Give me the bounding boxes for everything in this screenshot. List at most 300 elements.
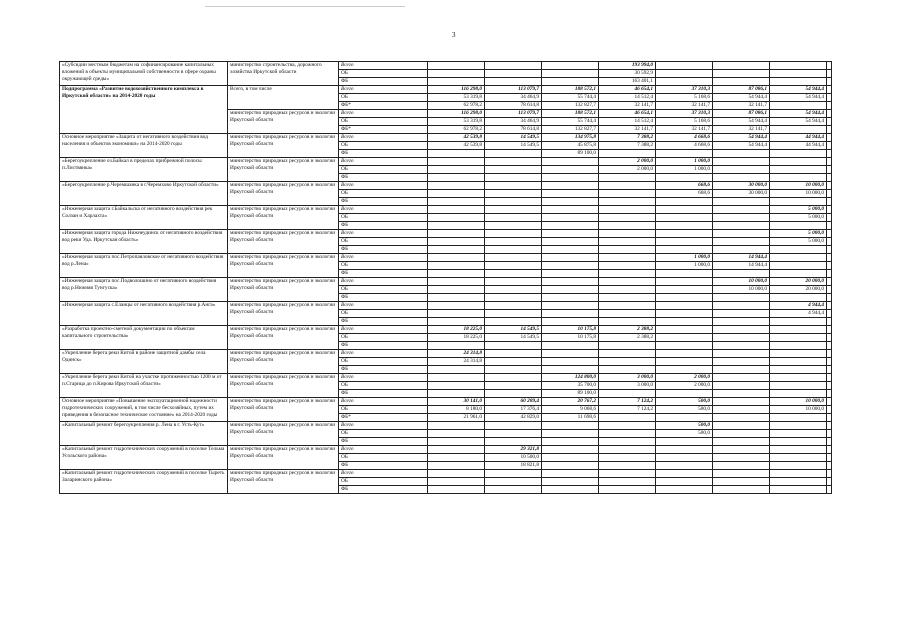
amount-cell [656,214,713,222]
amount-cell: 17 376,4 [485,406,542,414]
amount-cell [827,422,832,430]
executor-cell: министерство природных ресурсов и экологии Иркутской области [228,326,339,350]
amount-cell [542,158,599,166]
funding-source-cell: ФБ [339,198,428,206]
amount-cell: 134 975,8 [542,134,599,142]
funding-source-cell: ОБ [339,358,428,366]
amount-cell [656,342,713,350]
amount-cell: 30 000,0 [713,182,770,190]
amount-cell [485,318,542,326]
funding-source-cell: Всего [339,350,428,358]
amount-cell: 54 944,4 [713,94,770,102]
amount-cell [599,422,656,430]
amount-cell [713,310,770,318]
amount-cell [428,478,485,486]
amount-cell: 1 000,0 [656,262,713,270]
amount-cell: 53 319,8 [428,94,485,102]
amount-cell [428,262,485,270]
amount-cell [827,438,832,446]
amount-cell: 14 549,5 [485,326,542,334]
activity-name: «Капитальный ремонт гидротехнических сооружений в поселке Тельма Усольского района» [60,446,228,470]
amount-cell [599,438,656,446]
amount-cell [827,62,832,70]
amount-cell [827,94,832,102]
amount-cell [428,246,485,254]
amount-cell [599,486,656,494]
amount-cell [485,382,542,390]
amount-cell [542,446,599,454]
amount-cell [542,270,599,278]
amount-cell [485,470,542,478]
amount-cell: 116 298,0 [428,110,485,118]
amount-cell [827,470,832,478]
amount-cell [428,182,485,190]
amount-cell: 2 000,0 [599,166,656,174]
amount-cell [542,462,599,470]
amount-cell [827,254,832,262]
amount-cell: 46 654,1 [599,86,656,94]
table-row [60,302,832,310]
funding-source-cell: Всего [339,326,428,334]
funding-source-cell: ФБ [339,78,428,86]
amount-cell [428,158,485,166]
amount-cell: 54 944,4 [770,94,827,102]
funding-source-cell: ОБ [339,286,428,294]
executor-cell: министерство природных ресурсов и экологии Иркутской области [228,254,339,278]
amount-cell [770,358,827,366]
table-row [60,62,832,70]
amount-cell [827,414,832,422]
activity-name: «Инженерная защита города Нижнеудинск от негативного воздействия вод реки Уда. Иркутская область» [60,230,228,254]
amount-cell [599,414,656,422]
amount-cell [656,294,713,302]
amount-cell [542,198,599,206]
amount-cell: 34 464,9 [485,94,542,102]
amount-cell [713,166,770,174]
funding-source-cell: Всего [339,278,428,286]
executor-cell: Всего, в том числе [228,86,339,110]
amount-cell [713,430,770,438]
amount-cell [713,70,770,78]
amount-cell [485,422,542,430]
table-row [60,470,832,478]
amount-cell [485,302,542,310]
amount-cell [485,262,542,270]
amount-cell [827,206,832,214]
amount-cell: 54 944,4 [770,118,827,126]
amount-cell [542,222,599,230]
amount-cell [827,70,832,78]
amount-cell [485,310,542,318]
funding-source-cell: ФБ [339,390,428,398]
amount-cell [428,302,485,310]
amount-cell: 14 512,4 [599,118,656,126]
amount-cell [485,182,542,190]
funding-source-cell: ОБ [339,238,428,246]
table-row [60,446,832,454]
amount-cell: 54 944,4 [713,118,770,126]
amount-cell [428,166,485,174]
amount-cell [656,70,713,78]
amount-cell: 30 141,0 [428,398,485,406]
amount-cell [542,342,599,350]
amount-cell [827,294,832,302]
executor-cell: министерство природных ресурсов и экологии Иркутской области [228,110,339,134]
amount-cell [656,310,713,318]
amount-cell: 34 464,9 [485,118,542,126]
amount-cell: 5 000,0 [770,206,827,214]
amount-cell [770,254,827,262]
funding-source-cell: Всего [339,422,428,430]
amount-cell: 10 000,0 [770,182,827,190]
amount-cell [713,238,770,246]
amount-cell [485,222,542,230]
amount-cell: 14 944,4 [713,262,770,270]
executor-cell: министерство строительства, дорожного хозяйства Иркутской области [228,62,339,86]
amount-cell [485,158,542,166]
amount-cell: 11 698,6 [542,414,599,422]
funding-source-cell: ФБ* [339,414,428,422]
amount-cell [542,438,599,446]
amount-cell: 10 175,8 [542,334,599,342]
amount-cell [428,214,485,222]
executor-cell: министерство природных ресурсов и экологии Иркутской области [228,230,339,254]
amount-cell [542,182,599,190]
amount-cell [656,358,713,366]
amount-cell [485,358,542,366]
amount-cell [485,78,542,86]
amount-cell [827,118,832,126]
amount-cell [770,150,827,158]
amount-cell [542,350,599,358]
amount-cell: 89 100,0 [542,150,599,158]
funding-source-cell: ОБ [339,166,428,174]
amount-cell [485,198,542,206]
amount-cell [542,78,599,86]
amount-cell: 124 800,0 [542,374,599,382]
amount-cell [770,166,827,174]
table-row [60,326,832,334]
amount-cell: 54 944,4 [770,86,827,94]
amount-cell [827,198,832,206]
amount-cell [542,246,599,254]
amount-cell: 32 141,7 [599,126,656,134]
amount-cell: 5 000,0 [770,214,827,222]
amount-cell [770,334,827,342]
amount-cell [827,142,832,150]
amount-cell [485,150,542,158]
amount-cell: 5 168,6 [656,94,713,102]
funding-source-cell: Всего [339,182,428,190]
amount-cell [827,102,832,110]
amount-cell [827,302,832,310]
amount-cell: 55 744,4 [542,94,599,102]
amount-cell [713,294,770,302]
activity-name: Основное мероприятие «Повышение эксплуатационной надежности гидротехнических сооружений, в том числе бесхозяйных, путем их приведения в безопасное техническое состояние» на 2014-2020 годы [60,398,228,422]
amount-cell: 60 209,4 [485,398,542,406]
amount-cell [770,422,827,430]
amount-cell: 87 086,1 [713,110,770,118]
amount-cell: 9 068,6 [542,406,599,414]
amount-cell [542,214,599,222]
amount-cell [770,438,827,446]
amount-cell [485,174,542,182]
executor-cell: министерство природных ресурсов и экологии Иркутской области [228,374,339,398]
table-row [60,422,832,430]
amount-cell: 1 000,0 [656,254,713,262]
amount-cell [827,334,832,342]
amount-cell [827,78,832,86]
amount-cell [599,430,656,438]
amount-cell: 10 175,8 [542,326,599,334]
funding-source-cell: ОБ [339,94,428,102]
amount-cell [485,486,542,494]
amount-cell [542,454,599,462]
amount-cell [485,430,542,438]
amount-cell [713,158,770,166]
activity-name: «Капитальный ремонт берегоукрепления р. Лена в г. Усть-Кут» [60,422,228,446]
amount-cell: 2 388,2 [599,334,656,342]
amount-cell [428,454,485,462]
executor-cell: министерство природных ресурсов и экологии Иркутской области [228,206,339,230]
amount-cell [428,310,485,318]
amount-cell [713,318,770,326]
table-row [60,398,832,406]
amount-cell [827,182,832,190]
activity-name: «Инженерная защита с.Еланцы от негативного воздействия р.Анга» [60,302,228,326]
funding-source-cell: ФБ [339,438,428,446]
amount-cell [485,438,542,446]
amount-cell [599,462,656,470]
amount-cell [656,286,713,294]
amount-cell [827,406,832,414]
amount-cell: 500,0 [656,398,713,406]
funding-source-cell: ОБ [339,382,428,390]
activity-name: «Капитальный ремонт гидротехнических сооружений в поселке Тыреть Заларинского района» [60,470,228,494]
amount-cell [428,462,485,470]
amount-cell [599,214,656,222]
amount-cell [656,302,713,310]
amount-cell: 37 310,3 [656,110,713,118]
amount-cell [599,390,656,398]
amount-cell [542,430,599,438]
amount-cell [599,254,656,262]
funding-source-cell: Всего [339,206,428,214]
amount-cell: 10 000,0 [770,190,827,198]
amount-cell [827,150,832,158]
amount-cell: 132 827,7 [542,126,599,134]
amount-cell [656,470,713,478]
amount-cell: 4 668,6 [656,134,713,142]
amount-cell: 32 141,7 [656,102,713,110]
funding-source-cell: Всего [339,62,428,70]
amount-cell: 14 549,5 [485,334,542,342]
amount-cell [770,462,827,470]
amount-cell [599,222,656,230]
executor-cell: министерство природных ресурсов и экологии Иркутской области [228,350,339,374]
amount-cell [428,238,485,246]
amount-cell [713,358,770,366]
amount-cell: 14 549,5 [485,142,542,150]
amount-cell [656,174,713,182]
funding-source-cell: Всего [339,134,428,142]
table-row [60,134,832,142]
amount-cell [428,270,485,278]
amount-cell [770,262,827,270]
funding-source-cell: Всего [339,254,428,262]
amount-cell [542,302,599,310]
amount-cell [599,310,656,318]
amount-cell [770,486,827,494]
amount-cell [599,150,656,158]
amount-cell [827,478,832,486]
budget-table [59,61,832,494]
amount-cell [656,198,713,206]
amount-cell: 2 000,0 [656,382,713,390]
amount-cell [827,358,832,366]
amount-cell [428,438,485,446]
amount-cell: 7 388,2 [599,142,656,150]
amount-cell: 132 827,7 [542,102,599,110]
amount-cell [485,342,542,350]
page-number: 3 [452,31,456,39]
amount-cell [770,454,827,462]
amount-cell [827,462,832,470]
funding-source-cell: ФБ [339,318,428,326]
amount-cell [485,230,542,238]
amount-cell [542,478,599,486]
amount-cell: 3 000,0 [599,382,656,390]
header-rule [205,6,405,7]
amount-cell [713,470,770,478]
amount-cell: 113 079,7 [485,110,542,118]
amount-cell: 32 141,7 [713,126,770,134]
activity-name: «Инженерная защита пос.Петропавловское от негативного воздействия вод р.Лена» [60,254,228,278]
amount-cell [827,398,832,406]
amount-cell: 4 944,4 [770,302,827,310]
funding-source-cell: ФБ [339,294,428,302]
amount-cell [713,478,770,486]
amount-cell [485,366,542,374]
amount-cell [770,294,827,302]
amount-cell [713,326,770,334]
activity-name: Подпрограмма «Развитие водохозяйственного комплекса в Иркутской области» на 2014-2020 годы [60,86,228,134]
amount-cell: 4 668,6 [656,142,713,150]
amount-cell [827,454,832,462]
amount-cell [713,462,770,470]
amount-cell [428,190,485,198]
amount-cell [827,166,832,174]
table-row [60,158,832,166]
amount-cell [827,230,832,238]
amount-cell [713,230,770,238]
amount-cell [542,230,599,238]
funding-source-cell: ОБ [339,214,428,222]
amount-cell [770,246,827,254]
amount-cell [770,270,827,278]
amount-cell: 5 000,0 [770,238,827,246]
amount-cell [770,366,827,374]
amount-cell [656,350,713,358]
amount-cell [770,126,827,134]
amount-cell: 10 500,0 [485,454,542,462]
amount-cell: 500,0 [656,430,713,438]
amount-cell: 29 321,8 [485,446,542,454]
amount-cell [770,222,827,230]
funding-source-cell: Всего [339,374,428,382]
amount-cell: 668,6 [656,190,713,198]
amount-cell [428,446,485,454]
amount-cell [713,174,770,182]
funding-source-cell: Всего [339,446,428,454]
amount-cell [713,422,770,430]
amount-cell: 188 572,1 [542,86,599,94]
funding-source-cell: ФБ [339,150,428,158]
activity-name: «Инженерная защита пос.Подволошино от негативного воздействия вод р.Нижняя Тунгуска» [60,278,228,302]
amount-cell [599,342,656,350]
amount-cell [656,318,713,326]
amount-cell [428,486,485,494]
funding-source-cell: ФБ [339,462,428,470]
amount-cell [827,238,832,246]
funding-source-cell: ФБ [339,222,428,230]
amount-cell [542,166,599,174]
amount-cell [713,438,770,446]
table-row [60,86,832,94]
funding-source-cell: ФБ [339,270,428,278]
amount-cell [827,446,832,454]
table-row [60,254,832,262]
amount-cell: 14 944,4 [713,254,770,262]
amount-cell [827,326,832,334]
amount-cell [713,246,770,254]
amount-cell [428,222,485,230]
amount-cell [485,214,542,222]
amount-cell [770,198,827,206]
activity-name: «Укрепление берега реки Китой в районе защитной дамбы села Одинск» [60,350,228,374]
activity-name: «Укрепление берега реки Китой на участке протяженностью 1200 м от п.Старица до п.Кирова Иркутской области» [60,374,228,398]
amount-cell [770,470,827,478]
amount-cell: 116 298,0 [428,86,485,94]
amount-cell [656,326,713,334]
amount-cell [827,374,832,382]
amount-cell: 10 000,0 [713,286,770,294]
table-row [60,230,832,238]
amount-cell [599,246,656,254]
amount-cell [599,198,656,206]
amount-cell [827,190,832,198]
amount-cell [827,262,832,270]
amount-cell [428,230,485,238]
amount-cell [485,350,542,358]
amount-cell [656,62,713,70]
amount-cell [713,414,770,422]
funding-source-cell: ОБ [339,430,428,438]
amount-cell: 24 314,8 [428,350,485,358]
amount-cell [770,342,827,350]
amount-cell: 14 549,5 [485,134,542,142]
funding-source-cell: ФБ* [339,126,428,134]
amount-cell [428,318,485,326]
amount-cell [542,254,599,262]
amount-cell [770,158,827,166]
amount-cell [770,102,827,110]
amount-cell [599,182,656,190]
amount-cell [827,342,832,350]
amount-cell [428,374,485,382]
amount-cell [599,350,656,358]
amount-cell [827,310,832,318]
